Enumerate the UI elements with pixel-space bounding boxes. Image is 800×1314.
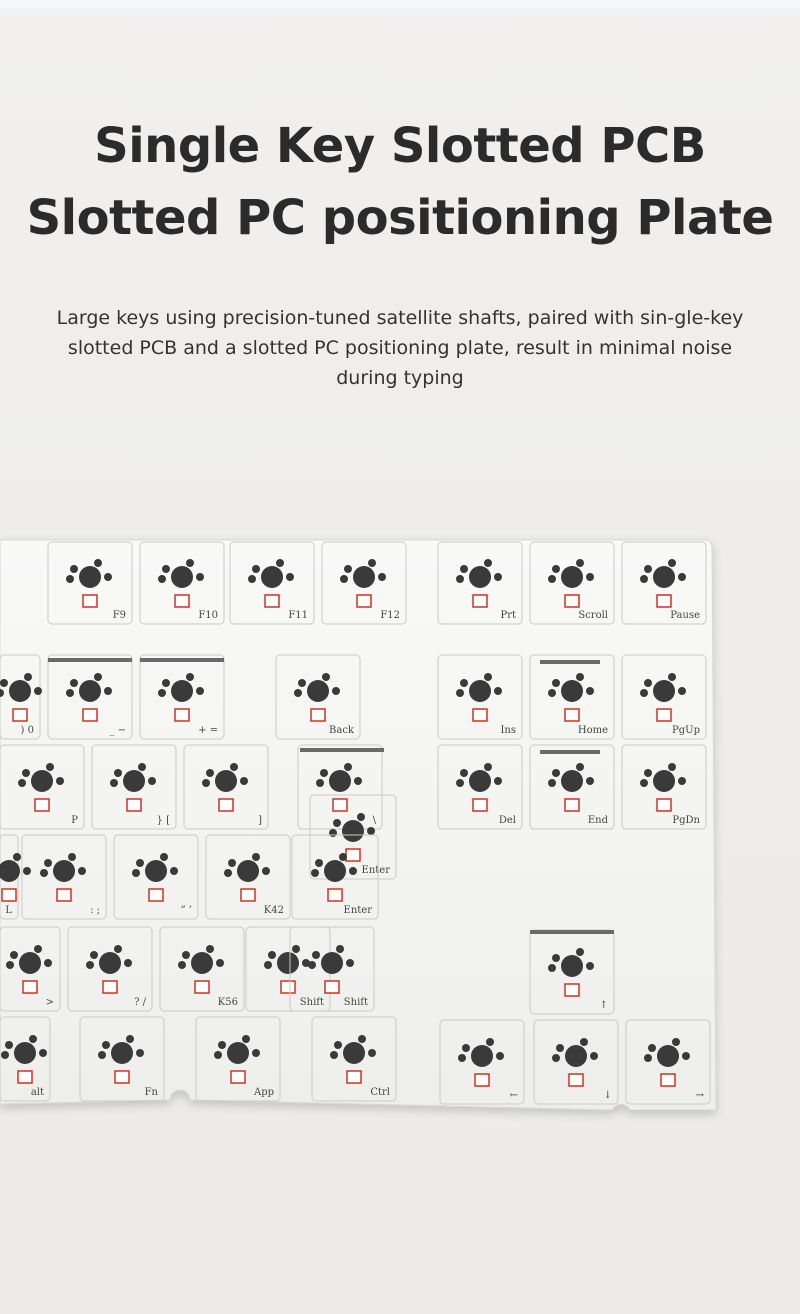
stabilizer-slot: [300, 748, 384, 752]
key-label: L: [5, 905, 12, 916]
switch-hole: [171, 680, 193, 702]
key-label: Enter: [361, 865, 390, 876]
key-label: K56: [217, 997, 238, 1008]
switch-hole: [321, 952, 343, 974]
led-pad: [231, 1071, 245, 1083]
key-label: Fn: [144, 1087, 158, 1098]
key-label: Shift: [343, 997, 368, 1008]
switch-hole: [123, 770, 145, 792]
led-pad: [473, 709, 487, 721]
top-band: [0, 0, 800, 18]
key-label: _ −: [109, 725, 126, 736]
switch-hole: [353, 566, 375, 588]
led-pad: [2, 889, 16, 901]
key-label: ” ’: [180, 905, 192, 916]
switch-hole: [227, 1042, 249, 1064]
switch-hole: [653, 566, 675, 588]
led-pad: [328, 889, 342, 901]
switch-hole: [471, 1045, 493, 1067]
led-pad: [103, 981, 117, 993]
led-pad: [325, 981, 339, 993]
key-label: PgDn: [672, 815, 700, 826]
switch-hole: [342, 820, 364, 842]
title-line-1: Single Key Slotted PCB: [94, 118, 706, 174]
key-label: PgUp: [672, 725, 700, 736]
switch-hole: [19, 952, 41, 974]
stabilizer-slot: [540, 750, 600, 754]
stabilizer-slot: [540, 660, 600, 664]
switch-hole: [79, 566, 101, 588]
led-pad: [83, 709, 97, 721]
key-label: F9: [112, 610, 126, 621]
switch-hole: [324, 860, 346, 882]
switch-hole: [329, 770, 351, 792]
switch-hole: [79, 680, 101, 702]
switch-hole: [31, 770, 53, 792]
led-pad: [175, 709, 189, 721]
key-label: ↑: [599, 1000, 608, 1011]
switch-hole: [307, 680, 329, 702]
led-pad: [661, 1074, 675, 1086]
led-pad: [346, 849, 360, 861]
switch-hole: [561, 566, 583, 588]
key-label: Home: [577, 725, 608, 736]
key-label: App: [253, 1087, 274, 1098]
key-label: Scroll: [578, 610, 608, 621]
key-label: : ;: [90, 905, 100, 916]
led-pad: [347, 1071, 361, 1083]
switch-hole: [561, 770, 583, 792]
led-pad: [281, 981, 295, 993]
switch-hole: [111, 1042, 133, 1064]
led-pad: [475, 1074, 489, 1086]
key-label: } [: [156, 815, 170, 826]
led-pad: [265, 595, 279, 607]
switch-hole: [145, 860, 167, 882]
led-pad: [565, 984, 579, 996]
switch-hole: [14, 1042, 36, 1064]
switch-hole: [191, 952, 213, 974]
key-label: F11: [288, 610, 308, 621]
switch-hole: [469, 680, 491, 702]
led-pad: [149, 889, 163, 901]
key-label: Back: [329, 725, 354, 736]
switch-hole: [99, 952, 121, 974]
stabilizer-slot: [530, 930, 614, 934]
switch-hole: [653, 770, 675, 792]
key-label: Ins: [500, 725, 516, 736]
pcb-photo: [0, 530, 800, 1130]
switch-hole: [469, 566, 491, 588]
led-pad: [219, 799, 233, 811]
switch-hole: [561, 955, 583, 977]
key-label: F10: [198, 610, 218, 621]
led-pad: [23, 981, 37, 993]
key-label: K42: [263, 905, 284, 916]
led-pad: [35, 799, 49, 811]
key-label: Shift: [299, 997, 324, 1008]
switch-hole: [343, 1042, 365, 1064]
led-pad: [657, 799, 671, 811]
led-pad: [569, 1074, 583, 1086]
title-line-2: Slotted PC positioning Plate: [26, 190, 774, 246]
led-pad: [657, 595, 671, 607]
key-label: Enter: [343, 905, 372, 916]
key-label: End: [587, 815, 608, 826]
switch-hole: [561, 680, 583, 702]
led-pad: [57, 889, 71, 901]
switch-hole: [215, 770, 237, 792]
description-text: Large keys using precision-tuned satellite shafts, paired with sin-gle-key slotted PCB and a slotted PC positioning plate, result in minimal noise during typing: [56, 307, 744, 389]
switch-hole: [653, 680, 675, 702]
led-pad: [565, 799, 579, 811]
led-pad: [565, 595, 579, 607]
led-pad: [13, 709, 27, 721]
key-label: ? /: [134, 997, 146, 1008]
key-label: Prt: [500, 610, 516, 621]
key-label: >: [45, 997, 54, 1008]
key-label: \: [372, 815, 376, 826]
page-title: [0, 110, 800, 254]
led-pad: [241, 889, 255, 901]
led-pad: [473, 595, 487, 607]
switch-hole: [657, 1045, 679, 1067]
key-label: P: [71, 815, 78, 826]
switch-hole: [53, 860, 75, 882]
led-pad: [175, 595, 189, 607]
switch-hole: [469, 770, 491, 792]
key-label: Pause: [670, 610, 700, 621]
led-pad: [565, 709, 579, 721]
switch-hole: [277, 952, 299, 974]
led-pad: [195, 981, 209, 993]
key-label: + =: [198, 725, 218, 736]
led-pad: [127, 799, 141, 811]
switch-hole: [9, 680, 31, 702]
pcb-board-illustration: [0, 530, 800, 1130]
key-label: F12: [380, 610, 400, 621]
key-label: Del: [498, 815, 516, 826]
key-label: ]: [258, 815, 262, 826]
key-label: →: [695, 1090, 704, 1101]
key-label: ↓: [603, 1090, 612, 1101]
led-pad: [311, 709, 325, 721]
led-pad: [18, 1071, 32, 1083]
key-label: ←: [509, 1090, 518, 1101]
switch-hole: [261, 566, 283, 588]
switch-hole: [565, 1045, 587, 1067]
led-pad: [333, 799, 347, 811]
led-pad: [115, 1071, 129, 1083]
key-label: alt: [30, 1087, 44, 1098]
led-pad: [657, 709, 671, 721]
stabilizer-slot: [48, 658, 132, 662]
key-label: ) 0: [20, 725, 34, 736]
switch-hole: [171, 566, 193, 588]
key-label: Ctrl: [370, 1087, 390, 1098]
switch-hole: [237, 860, 259, 882]
led-pad: [83, 595, 97, 607]
led-pad: [473, 799, 487, 811]
led-pad: [357, 595, 371, 607]
stabilizer-slot: [140, 658, 224, 662]
